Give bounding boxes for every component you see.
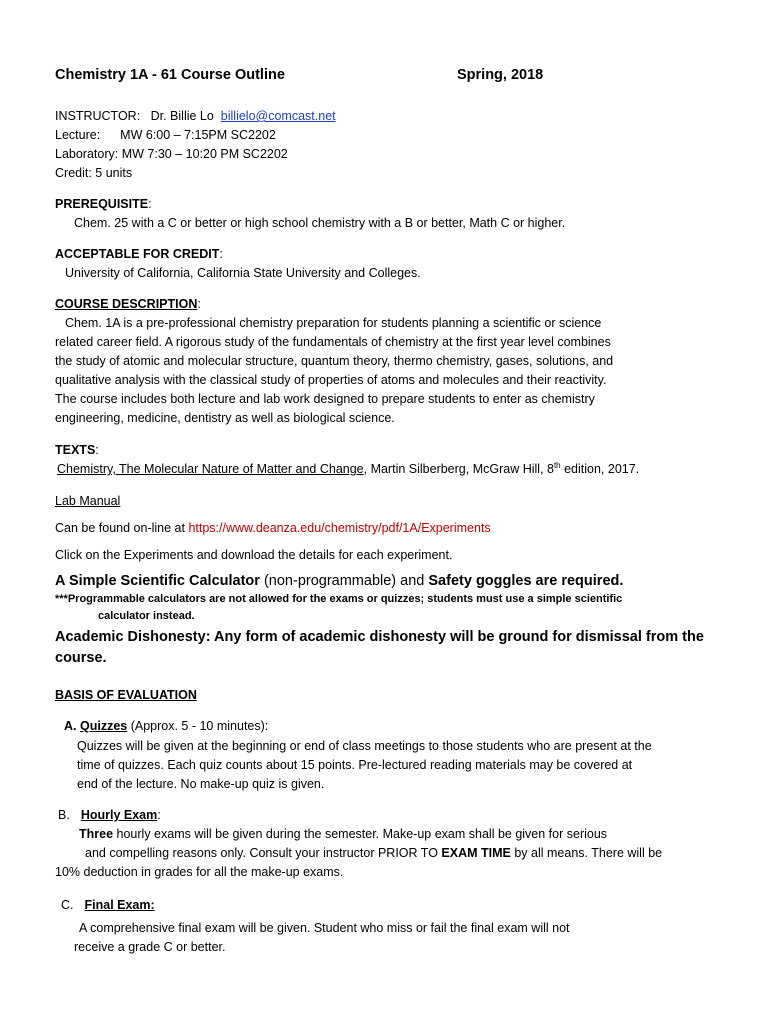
hourly-exam-text-line: 10% deduction in grades for all the make-up exams. [55, 865, 344, 879]
acceptable-credit-heading: ACCEPTABLE FOR CREDIT: [55, 247, 223, 261]
lecture-line [55, 127, 276, 143]
academic-dishonesty-line: course. [55, 650, 107, 666]
description-line: qualitative analysis with the classical study of properties of atoms and molecules and their reactivity. [55, 373, 607, 387]
description-line: The course includes both lecture and lab work designed to prepare students to enter as chemistry [55, 392, 595, 406]
quizzes-heading: A. Quizzes (Approx. 5 - 10 minutes): [64, 719, 269, 733]
instructor-line [55, 108, 336, 124]
experiments-url-link[interactable]: https://www.deanza.edu/chemistry/pdf/1A/Experiments [188, 521, 491, 535]
experiments-instructions: Click on the Experiments and download the details for each experiment. [55, 548, 453, 562]
instructor-name: Dr. Billie Lo [150, 109, 214, 123]
final-exam-text-line: A comprehensive final exam will be given. Student who miss or fail the final exam will not [79, 921, 570, 935]
final-exam-heading: C. Final Exam: [61, 898, 155, 912]
lab-manual-online-line: Can be found on-line at https://www.deanza.edu/chemistry/pdf/1A/Experiments [55, 521, 491, 535]
course-description-heading: COURSE DESCRIPTION: [55, 297, 201, 311]
prerequisite-heading: PREREQUISITE: [55, 197, 152, 211]
calculator-note-line: ***Programmable calculators are not allowed for the exams or quizzes; students must use a simple scientific [55, 593, 623, 605]
texts-heading: TEXTS: [55, 443, 99, 457]
lecture-value: MW 6:00 – 7:15PM SC2202 [120, 128, 276, 142]
term-label: Spring, 2018 [457, 67, 544, 83]
acceptable-credit-text: University of California, California State University and Colleges. [65, 266, 421, 280]
hourly-exam-text-line: Three hourly exams will be given during the semester. Make-up exam shall be given for serious [79, 827, 608, 841]
lab-manual-heading: Lab Manual [55, 494, 121, 508]
textbook-line: Chemistry, The Molecular Nature of Matter and Change, Martin Silberberg, McGraw Hill, 8th edition, 2017. [57, 460, 640, 476]
description-line: the study of atomic and molecular structure, quantum theory, thermo chemistry, gases, solutions, and [55, 354, 614, 368]
instructor-email-link[interactable]: billielo@comcast.net [220, 109, 336, 123]
hourly-exam-heading: B. Hourly Exam: [58, 808, 161, 822]
hourly-exam-text-line: and compelling reasons only. Consult your instructor PRIOR TO EXAM TIME by all means. There will be [85, 846, 663, 860]
laboratory-line: Laboratory: MW 7:30 – 10:20 PM SC2202 [55, 147, 288, 161]
calculator-requirement: A Simple Scientific Calculator (non-programmable) and Safety goggles are required. [55, 573, 624, 589]
document-title: Chemistry 1A - 61 Course Outline [55, 67, 285, 83]
credit-units-line: Credit: 5 units [55, 166, 133, 180]
academic-dishonesty-label: Academic Dishonesty [55, 629, 206, 645]
prerequisite-text: Chem. 25 with a C or better or high school chemistry with a B or better, Math C or higher. [74, 216, 566, 230]
description-line: engineering, medicine, dentistry as well as biological science. [55, 411, 395, 425]
evaluation-heading: BASIS OF EVALUATION [55, 688, 197, 702]
calculator-note-line: calculator instead. [98, 610, 195, 622]
quizzes-text-line: Quizzes will be given at the beginning or end of class meetings to those students who are present at the [77, 739, 652, 753]
textbook-title: Chemistry, The Molecular Nature of Matter and Change [57, 462, 364, 476]
quizzes-text-line: end of the lecture. No make-up quiz is given. [77, 777, 325, 791]
final-exam-text-line: receive a grade C or better. [74, 940, 226, 954]
description-line: related career field. A rigorous study of the fundamentals of chemistry at the first year level combines [55, 335, 611, 349]
lecture-label: Lecture: [55, 128, 101, 142]
description-line: Chem. 1A is a pre-professional chemistry preparation for students planning a scientific or science [65, 316, 602, 330]
quizzes-text-line: time of quizzes. Each quiz counts about 15 points. Pre-lectured reading materials may be covered at [77, 758, 633, 772]
instructor-label: INSTRUCTOR: [55, 109, 141, 123]
academic-dishonesty-line: Academic Dishonesty: Any form of academic dishonesty will be ground for dismissal from the [55, 629, 704, 645]
